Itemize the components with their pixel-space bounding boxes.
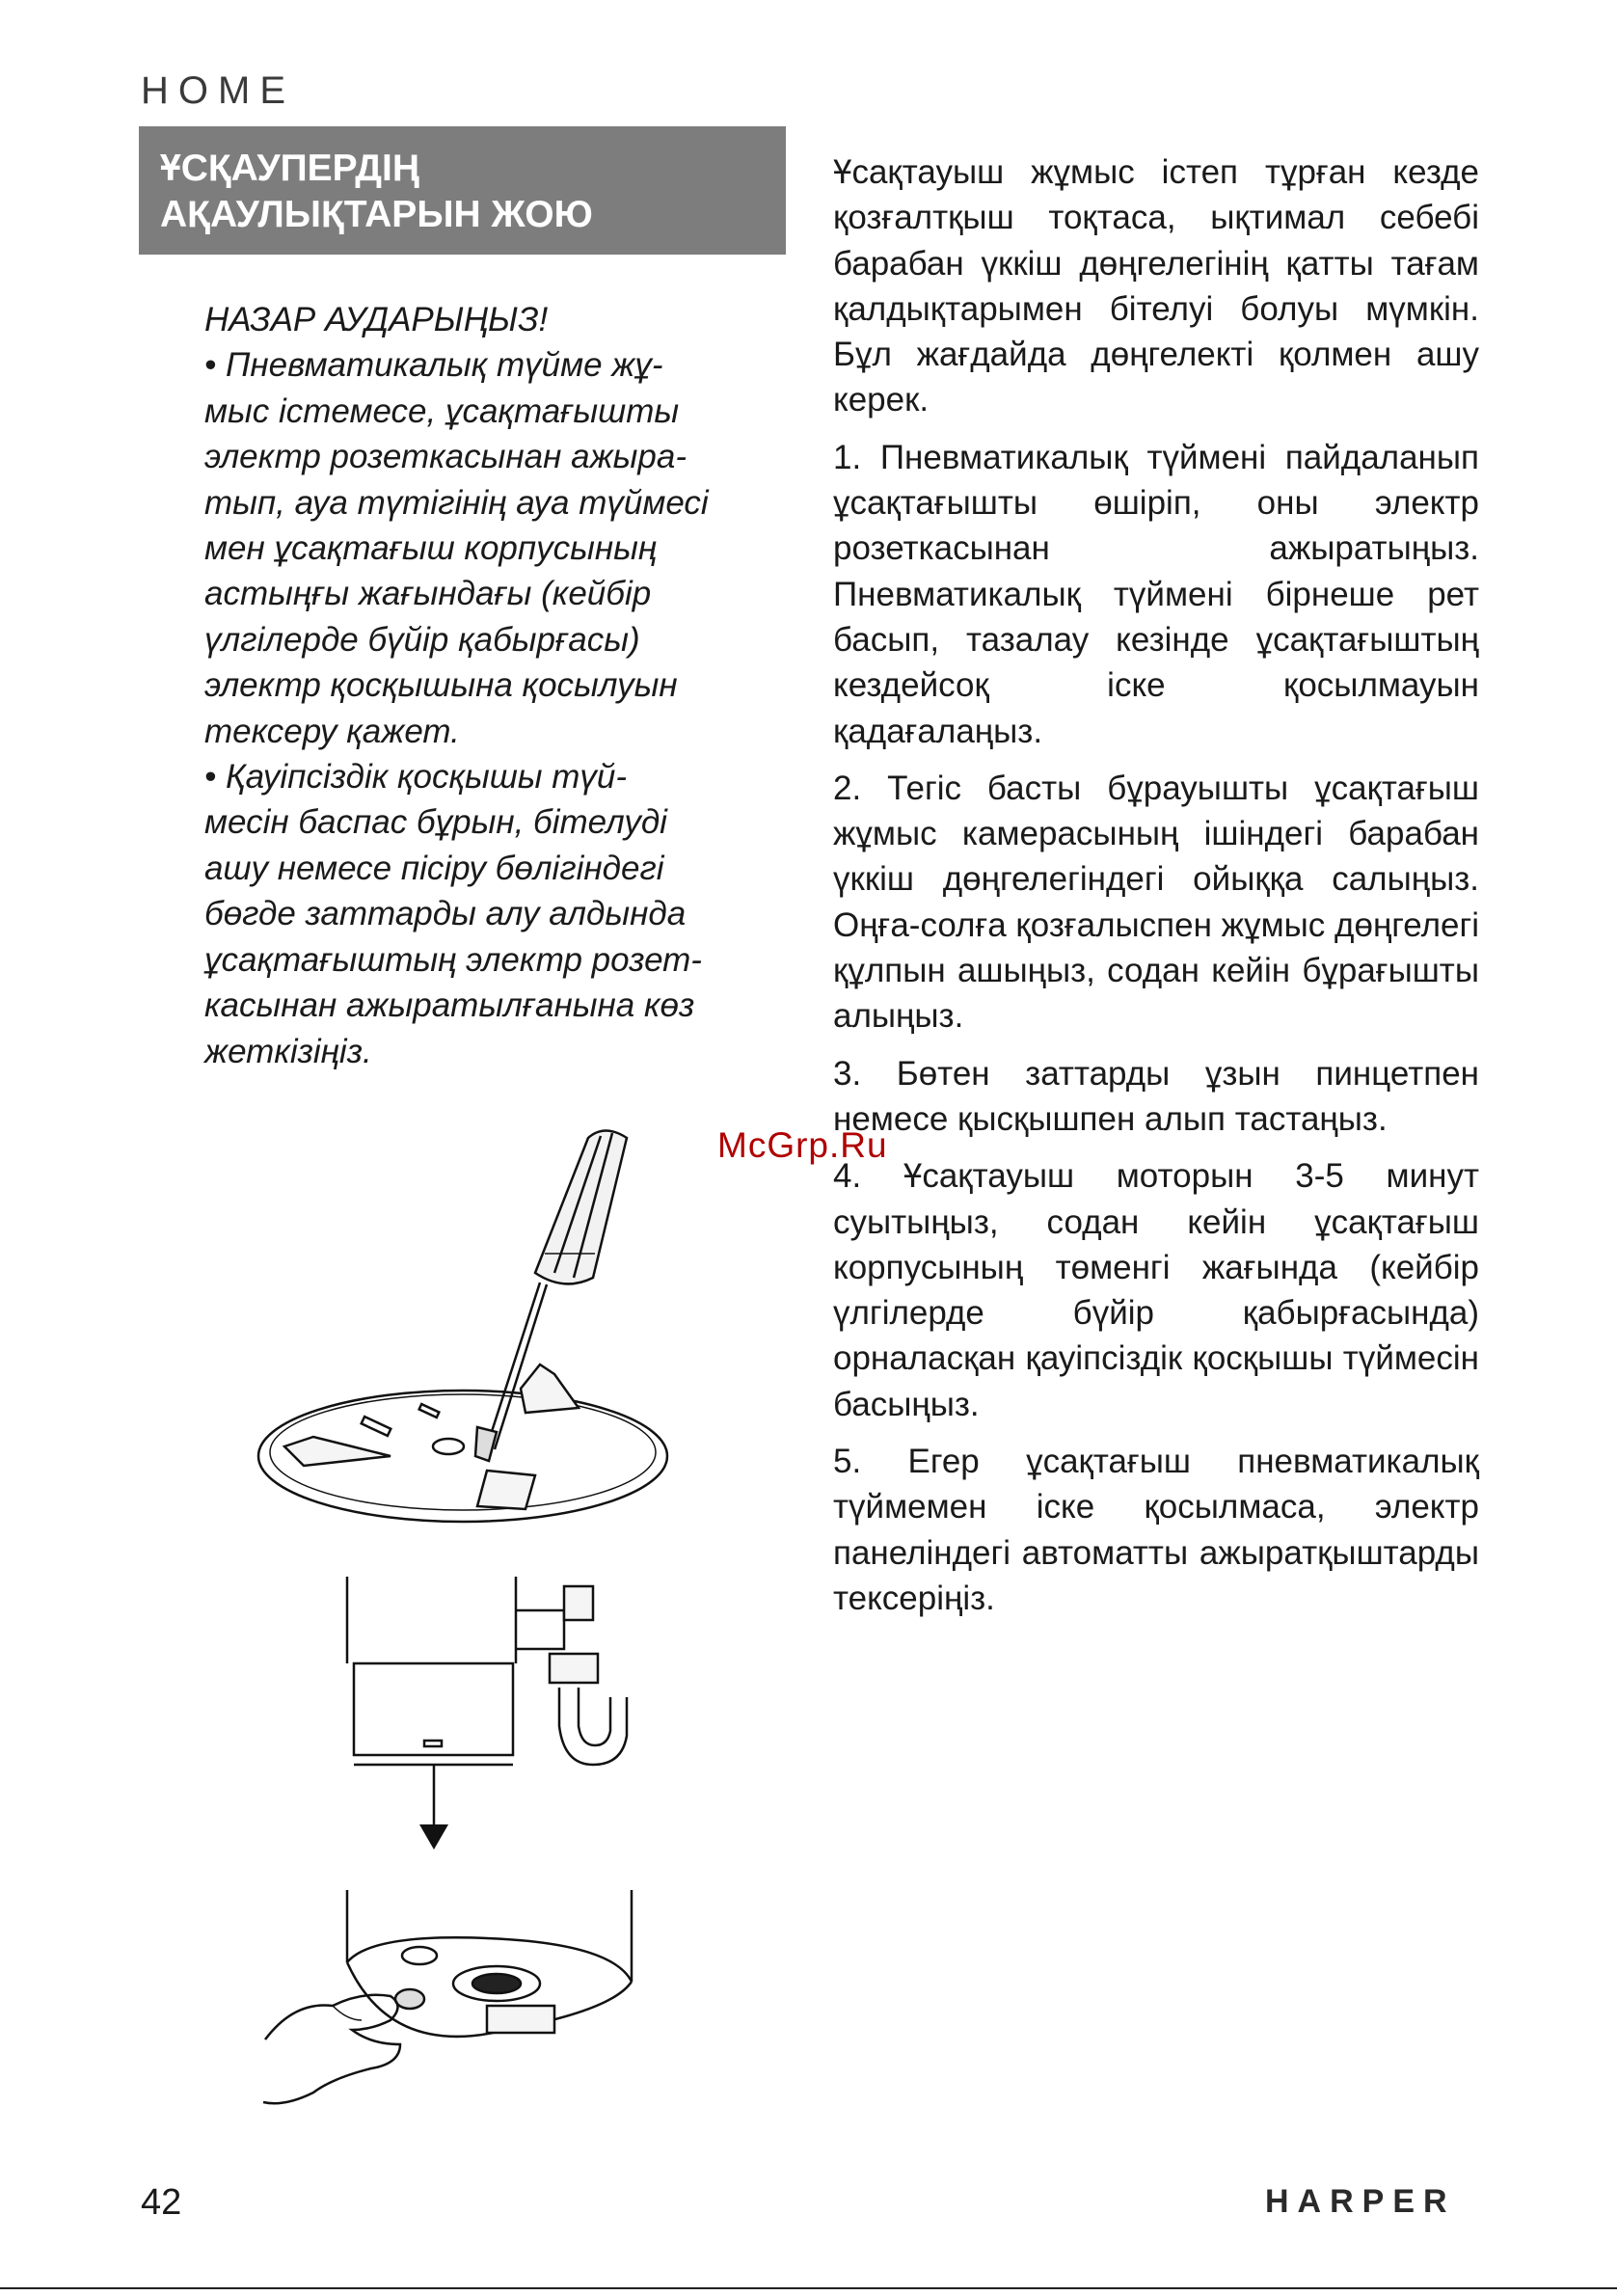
instruction-step-3: 3. Бөтен заттарды ұзын пинцетпен немесе қысқышпен алып тастаңыз. (833, 1054, 1479, 1138)
warning-line: мыс істемесе, ұсақтағышты (204, 392, 680, 430)
warning-line: үлгілерде бүйір қабырғасы) (204, 620, 640, 659)
warning-line: месін баспас бұрын, бітелуді (204, 803, 667, 842)
warning-line: электр қосқышына қосылуын (204, 666, 678, 705)
warning-line: бөгде заттарды алу алдында (204, 895, 687, 933)
warning-block (204, 297, 773, 1074)
instruction-step-4: 4. Ұсақтауыш моторын 3-5 минут суытыңыз, содан кейін ұсақтағыш корпусының төменгі жағында (кейбір үлгілерде бүйір қабырғасында) орналасқан қауіпсіздік қосқышы түймесін басыңыз. (833, 1157, 1479, 1423)
warning-line: • Пневматикалық түйме жұ- (204, 346, 663, 385)
warning-line: касынан ажыратылғанына көз (204, 986, 695, 1025)
warning-line: электр розеткасынан ажыра- (204, 438, 687, 476)
reset-button-hand-illustration (256, 1885, 660, 2184)
brand-logo-home: HOME (141, 69, 295, 112)
brand-logo-harper: HARPER (1265, 2183, 1456, 2220)
instructions-column (833, 149, 1479, 1633)
section-title-line-2: АҚАУЛЫҚТАРЫН ЖОЮ (160, 194, 593, 235)
warning-line: мен ұсақтағыш корпусының (204, 529, 658, 568)
warning-line: тып, ауа түтігінің ауа түймесі (204, 483, 709, 522)
warning-line: НАЗАР АУДАРЫҢЫЗ! (204, 301, 549, 338)
instruction-step-2: 2. Тегіс басты бұрауышты ұсақтағыш жұмыс камерасының ішіндегі барабан үккіш дөңгелегіндегі ойыққа салыңыз. Оңға-солға қозғалыспен жұмыс дөңгелегі құлпын ашыңыз, содан кейін бұрағышты алыңыз. (833, 769, 1479, 1036)
instructions-intro: Ұсақтауыш жұмыс істеп тұрған кезде қозғалтқыш тоқтаса, ықтимал себебі барабан үккіш дөңгелегінің қатты тағам қалдықтарымен бітелуі болуы мүмкін. Бұл жағдайда дөңгелекті қолмен ашу керек. (833, 153, 1479, 419)
instruction-step-1: 1. Пневматикалық түймені пайдаланып ұсақтағышты өшіріп, оны электр розеткасынан ажыратыңыз. Пневматикалық түймені бірнеше рет басып, тазалау кезінде ұсақтағыштың кездейсоқ іске қосылмауын қадағалаңыз. (833, 438, 1479, 750)
warning-line: тексеру қажет. (204, 712, 460, 750)
instruction-step-5: 5. Егер ұсақтағыш пневматикалық түймемен іске қосылмаса, электр панеліндегі автоматты ажыратқыштарды тексеріңіз. (833, 1443, 1479, 1617)
page-number: 42 (141, 2182, 182, 2223)
screwdriver-disc-illustration (246, 1128, 680, 1543)
watermark: McGrp.Ru (717, 1125, 888, 1165)
warning-line: жеткізіңіз. (204, 1032, 372, 1070)
section-title (139, 126, 786, 255)
section-title-line-1: ҰСҚАУПЕРДІҢ (160, 148, 419, 189)
disposer-unit-illustration (342, 1572, 651, 1861)
warning-line: ашу немесе пісіру бөлігіндегі (204, 849, 664, 887)
warning-line: ұсақтағыштың электр розет- (204, 940, 702, 979)
footer-divider (0, 2287, 1617, 2289)
warning-line: • Қауіпсіздік қосқышы түй- (204, 758, 628, 797)
warning-line: астыңғы жағындағы (кейбір (204, 575, 652, 613)
